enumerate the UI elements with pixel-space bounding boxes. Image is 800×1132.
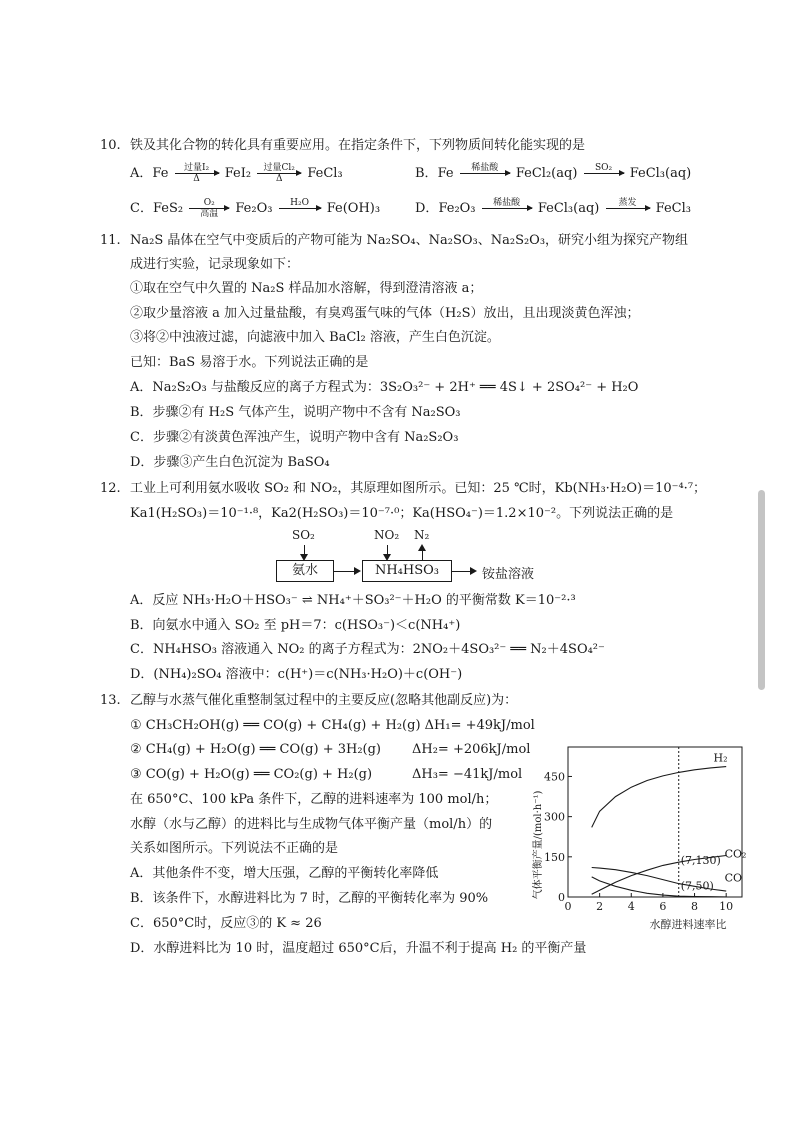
q13-stem: 13. 乙醇与水蒸气催化重整制氢过程中的主要反应(忽略其他副反应)为：	[100, 693, 518, 708]
x-tick-label-8: 8	[691, 900, 699, 913]
arrow-1-line	[333, 571, 355, 572]
q13-option-b: B．该条件下，水醇进料比为 7 时，乙醇的平衡转化率为 90%	[130, 891, 489, 906]
q12-option-b: B．向氨水中通入 SO₂ 至 pH＝7：c(HSO₃⁻)＜c(NH₄⁺)	[130, 618, 461, 633]
q13-paragraph-2: 水醇（水与乙醇）的进料比与生成物气体平衡产量（mol/h）的	[130, 817, 493, 832]
q12-stem-line1: 12. 工业上可利用氨水吸收 SO₂ 和 NO₂，其原理如图所示。已知：25 ℃时，Kb(NH₃·H₂O)＝10⁻⁴·⁷；	[100, 481, 707, 496]
q13-reaction-1: ① CH₃CH₂OH(g) ══ CO(g) + CH₄(g) + H₂(g) ΔH₁= +49kJ/mol	[130, 718, 535, 733]
q11-stem-line1: 11. Na₂S 晶体在空气中变质后的产物可能为 Na₂SO₄、Na₂SO₃、Na₂S₂O₃，研究小组为探究产物组	[100, 233, 689, 248]
box-nh4hso3: NH₄HSO₃	[362, 560, 452, 582]
q13-option-a: A．其他条件不变，增大压强，乙醇的平衡转化率降低	[130, 866, 439, 881]
q13-option-c: C．650°C时，反应③的 K ≈ 26	[130, 916, 322, 931]
n2-arrow-line	[422, 550, 423, 560]
q12-option-a: A．反应 NH₃·H₂O＋HSO₃⁻ ⇌ NH₄⁺＋SO₃²⁻＋H₂O 的平衡常数 K＝10⁻²·³	[130, 593, 576, 608]
curve-label-h2: H₂	[713, 751, 728, 765]
q10-option-c: C．FeS₂ O₂ 高温 Fe₂O₃ H₂O Fe(OH)₃	[130, 198, 381, 219]
chart-xlabel: 水醇进料速率比	[649, 918, 727, 931]
n2-label: N₂	[414, 528, 430, 542]
chart-ylabel: 气体平衡产量/(mol·h⁻¹)	[533, 790, 544, 900]
q11-option-d: D．步骤③产生白色沉淀为 BaSO₄	[130, 455, 330, 470]
x-tick-label-2: 2	[596, 900, 604, 913]
x-tick-label-6: 6	[659, 900, 667, 913]
curve-label-co: CO	[724, 871, 743, 885]
y-tick-label-150: 150	[544, 850, 565, 864]
q10-stem: 10. 铁及其化合物的转化具有重要应用。在指定条件下，下列物质间转化能实现的是	[100, 138, 586, 153]
q13-reaction-2-dh: ΔH₂= +206kJ/mol	[412, 742, 531, 757]
so2-label: SO₂	[292, 528, 315, 542]
q10-option-a: A．Fe 过量I₂ Δ FeI₂ 过量Cl₂ Δ FeCl₃	[130, 163, 343, 184]
q13-option-d: D．水醇进料比为 10 时，温度超过 650°C后，升温不利于提高 H₂ 的平衡产量	[130, 941, 587, 956]
x-tick-label-4: 4	[627, 900, 635, 913]
q13-paragraph-1: 在 650°C、100 kPa 条件下，乙醇的进料速率为 100 mol/h；	[130, 792, 498, 807]
q11-known: 已知：BaS 易溶于水。下列说法正确的是	[130, 355, 369, 370]
ammonium-salt-solution-label: 铵盐溶液	[482, 567, 535, 582]
q10-option-d: D．Fe₂O₃ 稀盐酸 FeCl₃(aq) 蒸发 FeCl₃	[415, 198, 691, 216]
q11-stem-line2: 成进行实验，记录现象如下：	[130, 257, 300, 272]
q13-reaction-2: ② CH₄(g) + H₂O(g) ══ CO(g) + 3H₂(g)	[130, 742, 382, 757]
q10-option-b: B．Fe 稀盐酸 FeCl₂(aq) SO₂ FeCl₃(aq)	[415, 163, 692, 181]
q13-reaction-3: ③ CO(g) + H₂O(g) ══ CO₂(g) + H₂(g)	[130, 767, 373, 782]
x-tick-label-0: 0	[564, 900, 572, 913]
scrollbar[interactable]	[758, 490, 765, 690]
arrow-2-head	[470, 567, 477, 575]
y-tick-label-450: 450	[544, 770, 565, 784]
q13-paragraph-3: 关系如图所示。下列说法不正确的是	[130, 841, 339, 856]
q13-reaction-3-dh: ΔH₃= −41kJ/mol	[412, 767, 523, 782]
series-line-H₂	[592, 767, 727, 828]
no2-label: NO₂	[374, 528, 400, 542]
q12-option-c: C．NH₄HSO₃ 溶液通入 NO₂ 的离子方程式为：2NO₂＋4SO₃²⁻ ══ N₂＋4SO₄²⁻	[130, 642, 605, 657]
annotation-0: (7,130)	[680, 854, 721, 868]
arrow-2-line	[451, 571, 471, 572]
q11-option-c: C．步骤②有淡黄色浑浊产生，说明产物中含有 Na₂S₂O₃	[130, 430, 459, 445]
q11-step3: ③将②中浊液过滤，向滤液中加入 BaCl₂ 溶液，产生白色沉淀。	[130, 330, 500, 345]
q11-step1: ①取在空气中久置的 Na₂S 样品加水溶解，得到澄清溶液 a；	[130, 281, 483, 296]
curve-label-co2: CO₂	[724, 847, 747, 861]
arrow-1-head	[354, 567, 361, 575]
y-tick-label-300: 300	[544, 810, 565, 824]
box-ammonia: 氨水	[276, 560, 334, 582]
q11-option-b: B．步骤②有 H₂S 气体产生，说明产物中不含有 Na₂SO₃	[130, 405, 461, 420]
q13-chart	[530, 735, 755, 935]
x-tick-label-10: 10	[719, 900, 734, 913]
y-tick-label-0: 0	[558, 891, 565, 904]
q12-option-d: D．(NH₄)₂SO₄ 溶液中：c(H⁺)＝c(NH₃·H₂O)＋c(OH⁻)	[130, 667, 463, 682]
q11-step2: ②取少量溶液 a 加入过量盐酸，有臭鸡蛋气味的气体（H₂S）放出，且出现淡黄色浑浊；	[130, 306, 640, 321]
annotation-1: (7,50)	[680, 879, 714, 893]
q12-stem-line2: Ka1(H₂SO₃)＝10⁻¹·⁸，Ka2(H₂SO₃)＝10⁻⁷·⁰；Ka(HSO₄⁻)＝1.2×10⁻²。下列说法正确的是	[130, 506, 674, 521]
q11-option-a: A．Na₂S₂O₃ 与盐酸反应的离子方程式为：3S₂O₃²⁻ + 2H⁺ ══ 4S↓ + 2SO₄²⁻ + H₂O	[130, 380, 639, 395]
